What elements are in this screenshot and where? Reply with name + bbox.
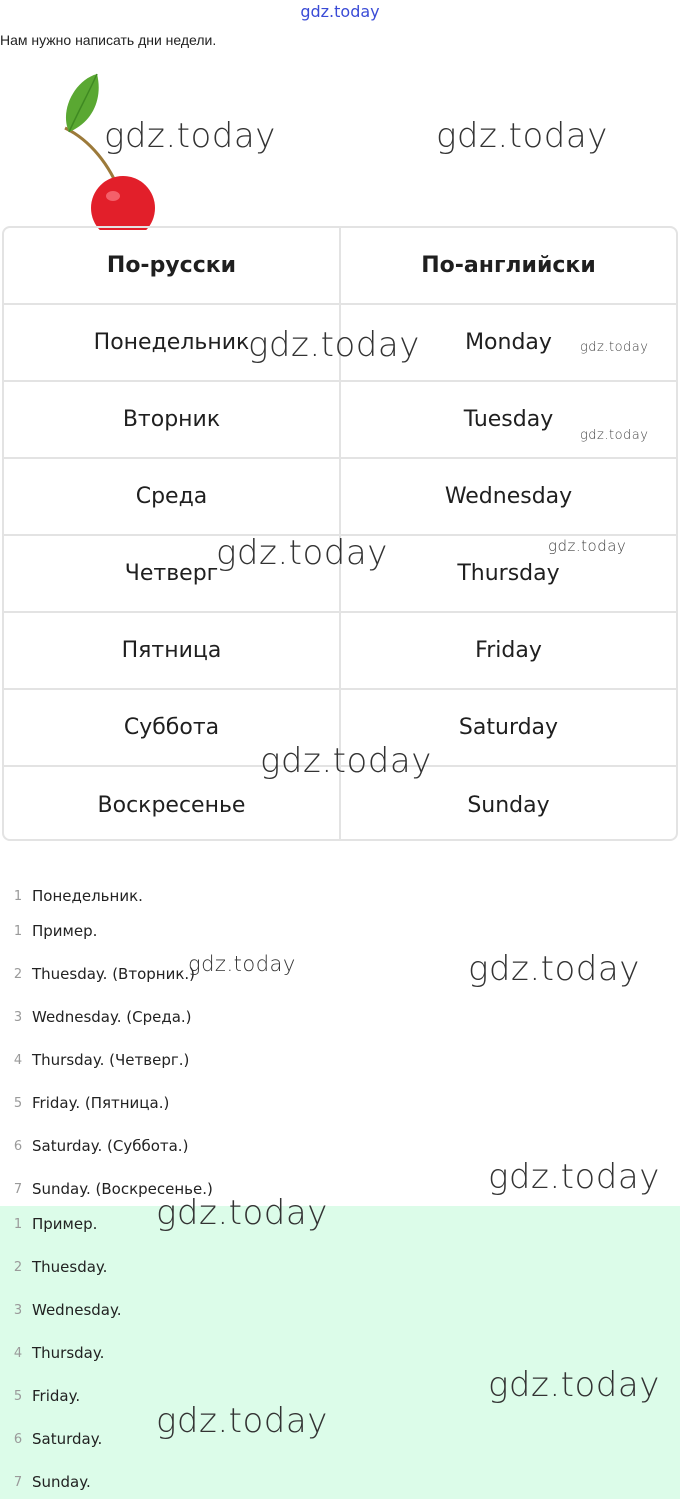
list-item — [0, 1045, 189, 1075]
days-table — [2, 226, 678, 841]
table-cell-english: Monday — [465, 330, 552, 355]
list-item-text: Friday. — [32, 1387, 81, 1405]
cherry-logo-icon — [55, 70, 165, 230]
watermark-text: gdz.today — [248, 325, 420, 365]
table-cell-russian: Суббота — [4, 690, 341, 765]
list-item-number: 4 — [13, 1052, 23, 1068]
list-item — [0, 1467, 91, 1497]
table-header-russian: По-русски — [4, 228, 341, 303]
table-cell-russian: Пятница — [4, 613, 341, 688]
watermark-text: gdz.today — [260, 741, 432, 781]
list-item-number: 5 — [13, 1095, 23, 1111]
list-item-number: 1 — [13, 923, 23, 939]
table-cell-english: Tuesday — [463, 407, 554, 432]
table-row — [4, 690, 676, 767]
watermark-text: gdz.today — [580, 428, 649, 443]
list-item-text: Sunday. (Воскресенье.) — [32, 1180, 213, 1198]
table-cell-english: Wednesday — [444, 484, 573, 509]
list-item-text: Thuesday. (Вторник.) — [32, 965, 196, 983]
list-item-number: 5 — [13, 1388, 23, 1404]
list-item-text: Thursday. — [32, 1344, 105, 1362]
list-item-text: Saturday. (Суббота.) — [32, 1137, 189, 1155]
table-row — [4, 536, 676, 613]
table-cell-english: Sunday — [467, 793, 550, 818]
watermark-text: gdz.today — [488, 1157, 660, 1197]
watermark-text: gdz.today — [104, 116, 276, 156]
watermark-text: gdz.today — [468, 949, 640, 989]
site-link[interactable]: gdz.today — [300, 2, 380, 21]
watermark-text: gdz.today — [156, 1193, 328, 1233]
table-cell-english: Saturday — [458, 715, 559, 740]
list-item — [0, 1088, 169, 1118]
watermark-text: gdz.today — [188, 952, 296, 976]
watermark-text: gdz.today — [216, 533, 388, 573]
table-cell-russian: Воскресенье — [4, 767, 341, 841]
list-item — [0, 959, 195, 989]
list-item-number: 6 — [13, 1431, 23, 1447]
list-item-number: 3 — [13, 1302, 23, 1318]
list-item-number: 1 — [13, 1216, 23, 1232]
table-row — [4, 767, 676, 841]
list-item-number: 3 — [13, 1009, 23, 1025]
list-item-number: 1 — [13, 888, 23, 904]
list-item-text: Sunday. — [32, 1473, 91, 1491]
list-item — [0, 916, 97, 946]
list-item-number: 4 — [13, 1345, 23, 1361]
table-cell-russian: Понедельник — [4, 305, 341, 380]
list-item — [0, 1338, 104, 1368]
table-cell-russian: Вторник — [4, 382, 341, 457]
table-cell-english: Friday — [475, 638, 542, 663]
watermark-text: gdz.today — [156, 1401, 328, 1441]
list-item — [0, 1209, 97, 1239]
list-item-text: Wednesday. (Среда.) — [32, 1008, 192, 1026]
list-item-text: Пример. — [32, 922, 98, 940]
list-item — [0, 1174, 213, 1204]
list-item-number: 2 — [13, 1259, 23, 1275]
table-row — [4, 613, 676, 690]
table-cell-russian: Четверг — [4, 536, 341, 611]
list-item — [0, 1252, 107, 1282]
list-item-text: Thuesday. — [32, 1258, 108, 1276]
list-item-text: Пример. — [32, 1215, 98, 1233]
table-row — [4, 382, 676, 459]
table-row — [4, 459, 676, 536]
list-item-text: Понедельник. — [32, 887, 143, 905]
watermark-text: gdz.today — [488, 1365, 660, 1405]
table-header-row — [4, 228, 676, 305]
list-item-text: Friday. (Пятница.) — [32, 1094, 170, 1112]
intro-text: Нам нужно написать дни недели. — [0, 32, 217, 48]
table-cell-english: Thursday — [457, 561, 560, 586]
list-item-text: Saturday. — [32, 1430, 103, 1448]
list-item-text: Thursday. (Четверг.) — [32, 1051, 190, 1069]
list-item — [0, 1002, 192, 1032]
list-item — [0, 881, 143, 911]
table-cell-russian: Среда — [4, 459, 341, 534]
watermark-text: gdz.today — [436, 116, 608, 156]
list-item — [0, 1381, 80, 1411]
list-item-number: 7 — [13, 1181, 23, 1197]
table-row — [4, 305, 676, 382]
watermark-text: gdz.today — [548, 537, 627, 555]
list-item-number: 6 — [13, 1138, 23, 1154]
list-item-number: 7 — [13, 1474, 23, 1490]
list-item-text: Wednesday. — [32, 1301, 122, 1319]
list-item — [0, 1131, 188, 1161]
list-item — [0, 1424, 102, 1454]
table-header-english: По-английски — [421, 253, 596, 278]
list-item-number: 2 — [13, 966, 23, 982]
watermark-text: gdz.today — [580, 340, 649, 355]
list-item — [0, 1295, 121, 1325]
